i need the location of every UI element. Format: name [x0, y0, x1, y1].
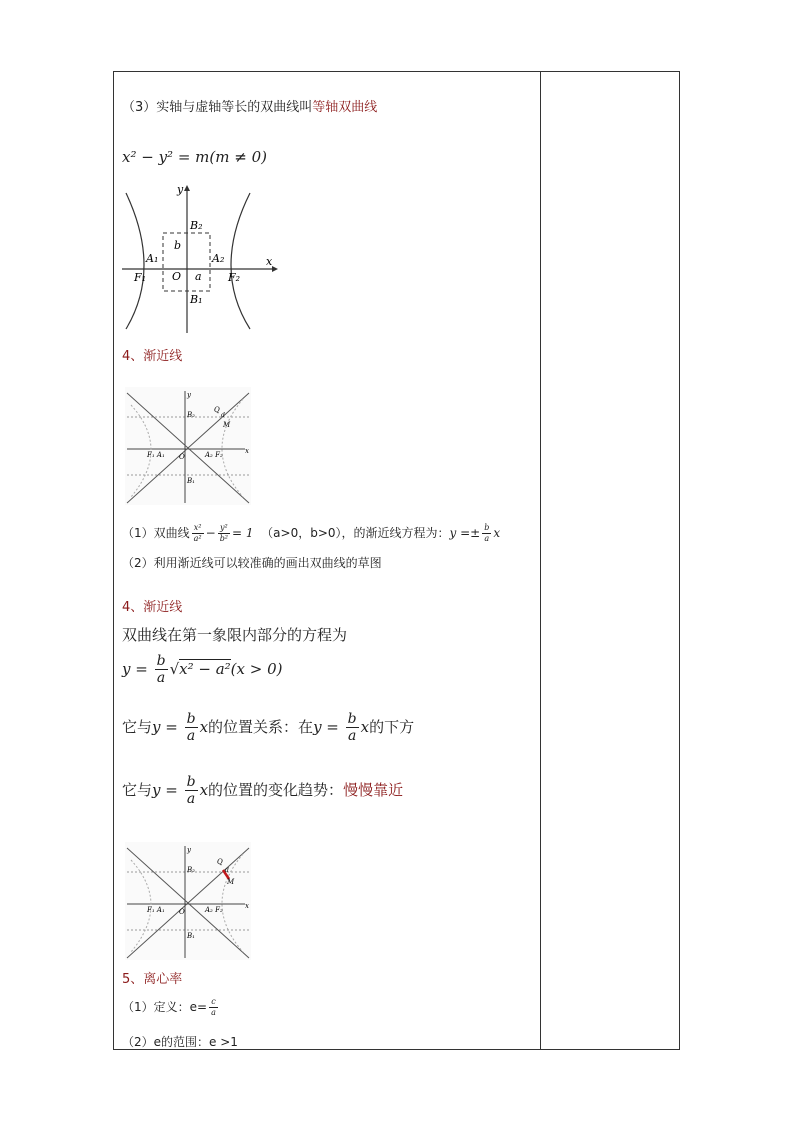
label-d: d [225, 867, 229, 874]
label-b: b [174, 239, 182, 252]
position-relation: 它与y = $\frac{b}{a}$ x的位置关系：在y = $\frac{b}{a}$ x的下方 [122, 711, 415, 744]
label-q: Q [214, 406, 220, 414]
label-a: a [195, 270, 202, 283]
trend-answer: 慢慢靠近 [343, 781, 404, 799]
eccentricity-range: （2）e的范围：e >1 [122, 1035, 238, 1049]
asymptote-figure-1 [125, 387, 251, 505]
equal-axis-equation: x² − y² = m(m ≠ 0) [122, 148, 267, 166]
asymptote-heading-1: 4、渐近线 [122, 349, 183, 364]
label-b2: B₂ [187, 866, 195, 874]
label-f1a1: F₁ A₁ [147, 451, 165, 459]
label-o: O [179, 908, 185, 916]
label-m: M [227, 878, 235, 886]
equal-axis-term: 等轴双曲线 [312, 100, 378, 115]
right-branch [231, 193, 250, 329]
left-branch [126, 193, 147, 329]
first-quadrant-text: 双曲线在第一象限内部分的方程为 [122, 626, 348, 644]
label-y: y [177, 183, 184, 196]
label-q: Q [217, 858, 223, 866]
label-y: y [187, 846, 191, 854]
label-x: x [266, 255, 273, 268]
eccentricity-definition: （1）定义：e= $\frac{c}{a}$ [122, 997, 216, 1017]
label-b2: B₂ [190, 219, 203, 232]
label-b1: B₁ [187, 932, 195, 940]
equal-axis-line: （3）实轴与虚轴等长的双曲线叫等轴双曲线 [122, 100, 378, 115]
column-divider [540, 71, 541, 1050]
label-d: d [221, 412, 225, 419]
label-f1: F₁ [134, 271, 147, 284]
trend-line: 它与y = $\frac{b}{a}$ x的位置的变化趋势：慢慢靠近 [122, 774, 404, 807]
label-o: O [172, 270, 182, 283]
asymptote-item-2: （2）利用渐近线可以较准确的画出双曲线的草图 [122, 556, 382, 570]
first-quadrant-equation: y = $\frac{b}{a}$ √x² − a²(x > 0) [122, 653, 283, 686]
label-f2: F₂ [228, 271, 241, 284]
label-y: y [187, 391, 191, 399]
asymptote-heading-2: 4、渐近线 [122, 600, 183, 615]
asymptote-item-1: （1）双曲线 $\frac{\text{x²}}{\text{a²}}$ − $\frac{\text{y²}}{\text{b²}}$ = 1 （a>0，b>0），的渐近线方程为：y =± $\frac{b}{a}$ x [122, 523, 501, 543]
x-axis-arrow [272, 266, 278, 272]
label-a1: A₁ [146, 252, 159, 265]
label-x: x [245, 447, 249, 455]
label-b2: B₂ [187, 411, 195, 419]
y-axis-arrow [184, 185, 190, 191]
eccentricity-heading: 5、离心率 [122, 972, 183, 987]
label-a2f2: A₂ F₂ [205, 451, 223, 459]
label-a2: A₂ [212, 252, 225, 265]
label-m: M [223, 421, 231, 429]
hyperbola-figure-1 [120, 183, 280, 335]
asymptote-figure-2 [125, 842, 251, 960]
label-x: x [245, 902, 249, 910]
label-b1: B₁ [187, 477, 195, 485]
label-b1: B₁ [190, 293, 203, 306]
label-f1a1: F₁ A₁ [147, 906, 165, 914]
label-o: O [179, 453, 185, 461]
label-a2f2: A₂ F₂ [205, 906, 223, 914]
